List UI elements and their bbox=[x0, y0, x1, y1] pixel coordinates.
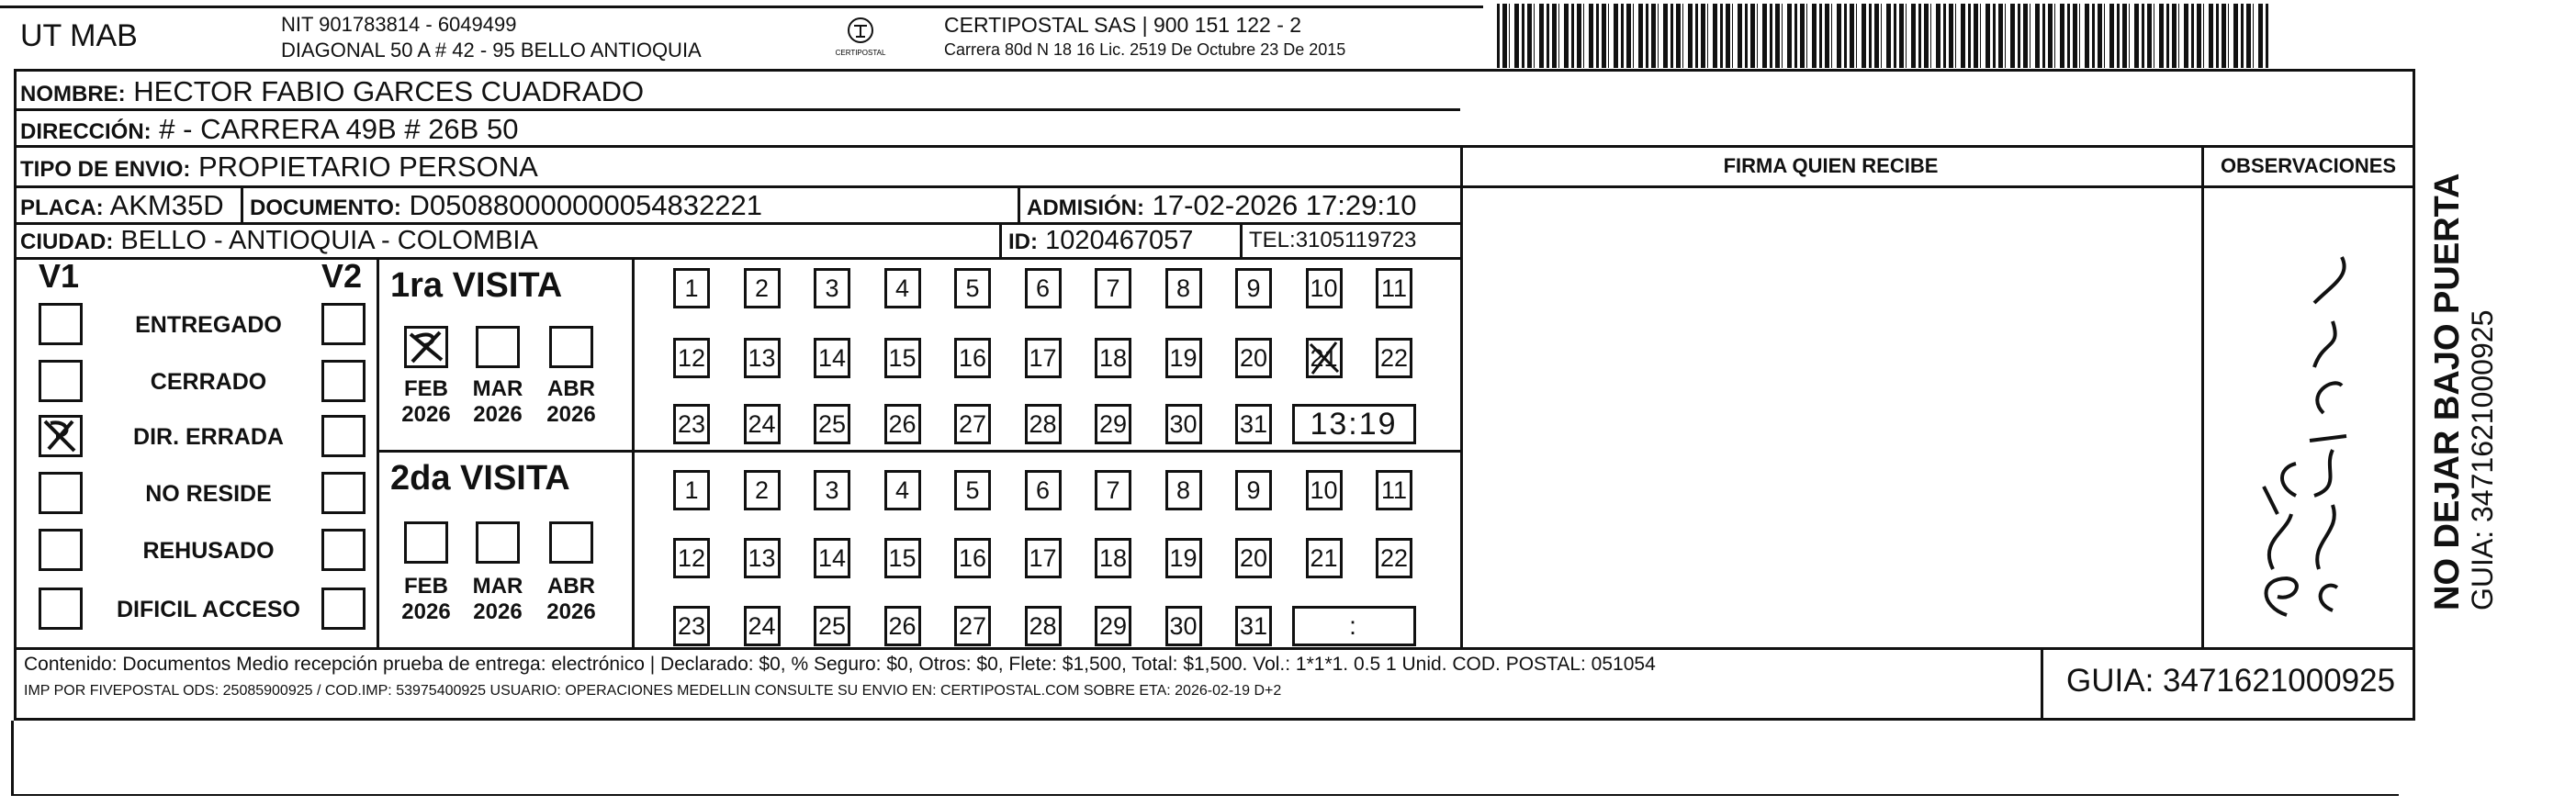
first-visit-day[interactable]: 18 bbox=[1095, 338, 1131, 378]
footer-guia: GUIA: 3471621000925 bbox=[2066, 663, 2396, 699]
second-visit-day[interactable]: 27 bbox=[954, 606, 991, 646]
rule-visits bbox=[377, 450, 1460, 453]
second-visit-day[interactable]: 6 bbox=[1025, 470, 1062, 510]
carrier-info: CERTIPOSTAL SAS | 900 151 122 - 2 bbox=[944, 13, 1302, 37]
second-visit-day[interactable]: 23 bbox=[673, 606, 710, 646]
id-label: ID: bbox=[1008, 229, 1038, 254]
city-value: BELLO - ANTIOQUIA - COLOMBIA bbox=[120, 226, 538, 255]
first-visit-day[interactable]: 10 bbox=[1306, 268, 1343, 308]
rule-city bbox=[14, 257, 1460, 260]
shipment-type-row bbox=[20, 151, 538, 184]
status-label: ENTREGADO bbox=[135, 312, 282, 338]
first-visit-month-checkbox-2[interactable] bbox=[476, 326, 520, 368]
first-visit-day[interactable]: 12 bbox=[673, 338, 710, 378]
status-label: NO RESIDE bbox=[145, 481, 272, 507]
second-visit-day[interactable]: 8 bbox=[1165, 470, 1202, 510]
second-visit-day[interactable]: 17 bbox=[1025, 538, 1062, 578]
second-visit-month-checkbox-2[interactable] bbox=[476, 521, 520, 564]
second-visit-day[interactable]: 3 bbox=[814, 470, 850, 510]
first-visit-day[interactable]: 15 bbox=[884, 338, 921, 378]
city-row bbox=[20, 226, 538, 256]
second-visit-time[interactable]: : bbox=[1292, 606, 1416, 646]
second-visit-month-checkbox-1[interactable] bbox=[404, 521, 448, 564]
month-name: FEB bbox=[404, 574, 448, 599]
rule-name bbox=[14, 108, 1460, 111]
document-label: DOCUMENTO: bbox=[250, 196, 401, 220]
second-visit-day[interactable]: 16 bbox=[954, 538, 991, 578]
month-name: ABR bbox=[547, 376, 595, 401]
first-visit-day[interactable]: 3 bbox=[814, 268, 850, 308]
second-visit-day[interactable]: 7 bbox=[1095, 470, 1131, 510]
second-visit-day[interactable]: 11 bbox=[1376, 470, 1412, 510]
barcode-image bbox=[1497, 4, 2268, 68]
second-visit-day[interactable]: 15 bbox=[884, 538, 921, 578]
v2-checkbox-1[interactable] bbox=[321, 303, 366, 345]
month-label bbox=[389, 574, 463, 625]
day-check-mark bbox=[1309, 341, 1340, 375]
second-visit-month-checkbox-3[interactable] bbox=[549, 521, 593, 564]
admission-row bbox=[1027, 189, 1416, 222]
month-label bbox=[461, 574, 534, 625]
observaciones-header: OBSERVACIONES bbox=[2220, 154, 2397, 177]
side-guia: GUIA: 3471621000925 bbox=[2466, 309, 2499, 610]
city-label: CIUDAD: bbox=[20, 229, 114, 254]
month-year: 2026 bbox=[546, 599, 596, 624]
divider-tel bbox=[1240, 222, 1243, 257]
divider-id bbox=[999, 222, 1002, 257]
recipient-name: HECTOR FABIO GARCES CUADRADO bbox=[133, 75, 645, 107]
month-year: 2026 bbox=[401, 599, 451, 624]
rule-footer bbox=[14, 647, 2415, 650]
second-visit-day[interactable]: 5 bbox=[954, 470, 991, 510]
second-visit-day[interactable]: 26 bbox=[884, 606, 921, 646]
first-visit-day[interactable]: 19 bbox=[1165, 338, 1202, 378]
rule-plate bbox=[14, 222, 1460, 225]
first-visit-day[interactable]: 20 bbox=[1235, 338, 1272, 378]
second-visit-day[interactable]: 22 bbox=[1376, 538, 1412, 578]
second-visit-day[interactable]: 28 bbox=[1025, 606, 1062, 646]
admission-value: 17-02-2026 17:29:10 bbox=[1152, 189, 1417, 221]
month-label bbox=[534, 376, 608, 428]
first-visit-day[interactable]: 17 bbox=[1025, 338, 1062, 378]
carrier-license: Carrera 80d N 18 16 Lic. 2519 De Octubre 23 De 2015 bbox=[944, 40, 1346, 59]
first-visit-month-checkbox-1[interactable] bbox=[404, 326, 448, 368]
tel-label: TEL: bbox=[1249, 228, 1296, 252]
second-visit-day[interactable]: 19 bbox=[1165, 538, 1202, 578]
month-name: FEB bbox=[404, 376, 448, 401]
first-visit-day[interactable]: 7 bbox=[1095, 268, 1131, 308]
first-visit-day[interactable]: 4 bbox=[884, 268, 921, 308]
status-label: CERRADO bbox=[150, 369, 267, 395]
first-visit-day[interactable]: 11 bbox=[1376, 268, 1412, 308]
first-visit-day[interactable]: 28 bbox=[1025, 404, 1062, 444]
second-visit-day[interactable]: 10 bbox=[1306, 470, 1343, 510]
second-visit-day[interactable]: 9 bbox=[1235, 470, 1272, 510]
second-visit-day[interactable]: 14 bbox=[814, 538, 850, 578]
header-top-rule bbox=[0, 6, 1483, 8]
side-warning bbox=[2429, 174, 2499, 610]
handwritten-observation bbox=[2222, 239, 2369, 624]
month-year: 2026 bbox=[473, 599, 523, 624]
second-visit-day[interactable]: 24 bbox=[744, 606, 781, 646]
divider-observaciones bbox=[2201, 145, 2204, 647]
month-year: 2026 bbox=[473, 402, 523, 427]
id-row bbox=[1008, 226, 1193, 256]
v2-checkbox-3[interactable] bbox=[321, 415, 366, 457]
month-label bbox=[461, 376, 534, 428]
v2-checkbox-6[interactable] bbox=[321, 588, 366, 630]
month-label bbox=[389, 376, 463, 428]
second-visit-day[interactable]: 13 bbox=[744, 538, 781, 578]
month-year: 2026 bbox=[546, 402, 596, 427]
name-label: NOMBRE: bbox=[20, 82, 126, 106]
first-visit-day[interactable]: 13 bbox=[744, 338, 781, 378]
second-visit-title: 2da VISITA bbox=[390, 459, 570, 498]
first-visit-day[interactable]: 9 bbox=[1235, 268, 1272, 308]
status-label: DIFICIL ACCESO bbox=[116, 597, 300, 622]
second-visit-day[interactable]: 4 bbox=[884, 470, 921, 510]
first-visit-month-checkbox-3[interactable] bbox=[549, 326, 593, 368]
tel-value: 3105119723 bbox=[1295, 228, 1417, 252]
first-visit-day[interactable]: 21 bbox=[1306, 338, 1343, 378]
second-visit-day[interactable]: 30 bbox=[1165, 606, 1202, 646]
plate-value: AKM35D bbox=[109, 189, 224, 221]
first-visit-title: 1ra VISITA bbox=[390, 266, 563, 305]
second-visit-day[interactable]: 21 bbox=[1306, 538, 1343, 578]
second-visit-day[interactable]: 12 bbox=[673, 538, 710, 578]
first-visit-day[interactable]: 8 bbox=[1165, 268, 1202, 308]
plate-label: PLACA: bbox=[20, 196, 104, 220]
id-value: 1020467057 bbox=[1045, 226, 1194, 255]
first-visit-day[interactable]: 29 bbox=[1095, 404, 1131, 444]
first-visit-day[interactable]: 2 bbox=[744, 268, 781, 308]
page-edge-left bbox=[11, 721, 14, 794]
second-visit-day[interactable]: 20 bbox=[1235, 538, 1272, 578]
first-visit-day[interactable]: 24 bbox=[744, 404, 781, 444]
month-name: MAR bbox=[472, 376, 523, 401]
first-visit-day[interactable]: 26 bbox=[884, 404, 921, 444]
first-visit-day[interactable]: 31 bbox=[1235, 404, 1272, 444]
certipostal-logo bbox=[831, 15, 890, 61]
second-visit-day[interactable]: 18 bbox=[1095, 538, 1131, 578]
first-visit-day[interactable]: 1 bbox=[673, 268, 710, 308]
status-label: REHUSADO bbox=[142, 538, 275, 564]
tel-row bbox=[1249, 228, 1416, 253]
company-nit: NIT 901783814 - 6049499 bbox=[281, 13, 517, 36]
v2-header: V2 bbox=[321, 257, 363, 295]
logo-text: CERTIPOSTAL bbox=[835, 49, 886, 57]
first-visit-day[interactable]: 30 bbox=[1165, 404, 1202, 444]
first-visit-day[interactable]: 14 bbox=[814, 338, 850, 378]
second-visit-day[interactable]: 31 bbox=[1235, 606, 1272, 646]
type-label: TIPO DE ENVIO: bbox=[20, 157, 191, 182]
company-address: DIAGONAL 50 A # 42 - 95 BELLO ANTIOQUIA bbox=[281, 39, 702, 62]
v2-checkbox-5[interactable] bbox=[321, 529, 366, 571]
first-visit-day[interactable]: 23 bbox=[673, 404, 710, 444]
page-edge-bottom bbox=[11, 794, 2399, 796]
v1-header: V1 bbox=[39, 257, 80, 295]
firma-header: FIRMA QUIEN RECIBE bbox=[1723, 154, 1939, 177]
month-name: MAR bbox=[472, 574, 523, 599]
month-year: 2026 bbox=[401, 402, 451, 427]
company-name: UT MAB bbox=[20, 18, 138, 53]
admission-label: ADMISIÓN: bbox=[1027, 196, 1144, 220]
document-value: D050880000000054832221 bbox=[409, 189, 762, 221]
recipient-address-row bbox=[20, 113, 518, 146]
month-label bbox=[534, 574, 608, 625]
divider-guia bbox=[2041, 647, 2043, 721]
first-visit-day[interactable]: 22 bbox=[1376, 338, 1412, 378]
v2-checkbox-4[interactable] bbox=[321, 472, 366, 514]
document-row bbox=[250, 189, 762, 222]
month-name: ABR bbox=[547, 574, 595, 599]
shipment-type: PROPIETARIO PERSONA bbox=[197, 151, 538, 183]
v2-checkbox-2[interactable] bbox=[321, 360, 366, 402]
first-visit-day[interactable]: 5 bbox=[954, 268, 991, 308]
first-visit-time[interactable]: 13:19 bbox=[1292, 404, 1416, 444]
status-label: DIR. ERRADA bbox=[133, 424, 284, 450]
address-label: DIRECCIÓN: bbox=[20, 119, 152, 144]
divider-plate bbox=[241, 185, 243, 222]
first-visit-day[interactable]: 25 bbox=[814, 404, 850, 444]
first-visit-day[interactable]: 27 bbox=[954, 404, 991, 444]
recipient-name-row bbox=[20, 75, 644, 108]
recipient-address: # - CARRERA 49B # 26B 50 bbox=[159, 113, 519, 145]
second-visit-day[interactable]: 25 bbox=[814, 606, 850, 646]
signature-area[interactable] bbox=[1462, 185, 2199, 645]
plate-row bbox=[20, 189, 224, 222]
footer-content: Contenido: Documentos Medio recepción prueba de entrega: electrónico | Declarado: $0, % Seguro: $0, Otros: $0, Flete: $1,500, Total: $1,500. Vol.: 1*1*1. 0.5 1 Unid. COD. POSTAL: 051054 bbox=[24, 654, 1656, 675]
second-visit-day[interactable]: 2 bbox=[744, 470, 781, 510]
first-visit-day[interactable]: 16 bbox=[954, 338, 991, 378]
side-no-dejar: NO DEJAR BAJO PUERTA bbox=[2428, 173, 2467, 610]
first-visit-day[interactable]: 6 bbox=[1025, 268, 1062, 308]
second-visit-day[interactable]: 29 bbox=[1095, 606, 1131, 646]
divider-admission bbox=[1018, 185, 1020, 222]
footer-print-info: IMP POR FIVEPOSTAL ODS: 25085900925 / COD.IMP: 53975400925 USUARIO: OPERACIONES MEDELLIN CONSULTE SU ENVIO EN: CERTIPOSTAL.COM SOBRE ETA: 2026-02-19 D+2 bbox=[24, 683, 1282, 699]
second-visit-day[interactable]: 1 bbox=[673, 470, 710, 510]
